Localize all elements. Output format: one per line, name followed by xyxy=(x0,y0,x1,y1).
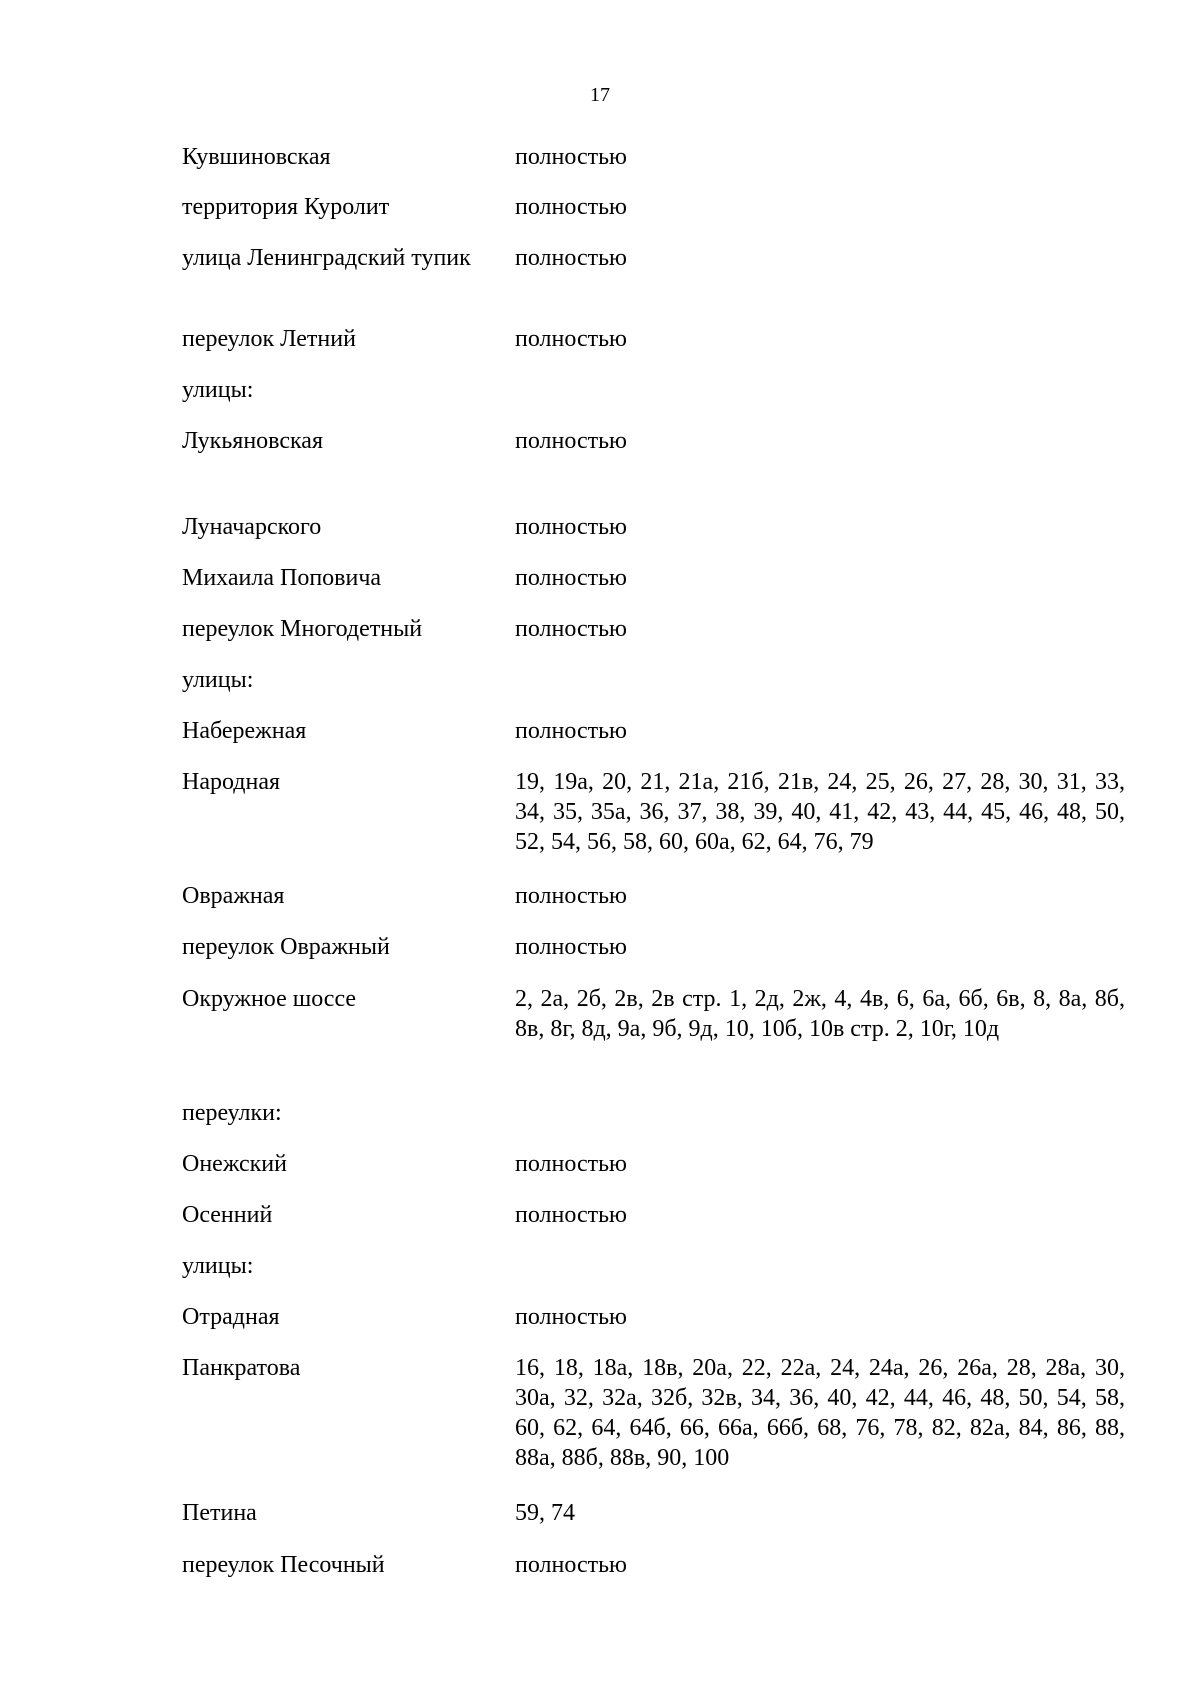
street-name: Овражная xyxy=(182,883,285,909)
street-name: переулок Песочный xyxy=(182,1552,385,1578)
house-numbers: полностью xyxy=(515,883,627,909)
street-name: Осенний xyxy=(182,1202,273,1228)
house-numbers: 2, 2а, 2б, 2в, 2в стр. 1, 2д, 2ж, 4, 4в, 6, 6а, 6б, 6в, 8, 8а, 8б, 8в, 8г, 8д, 9а, 9б, 9д, 10, 10б, 10в стр. 2, 10г, 10д xyxy=(515,986,1125,1042)
street-name: улица Ленинградский тупик xyxy=(182,245,471,271)
section-heading: улицы: xyxy=(182,377,254,403)
street-name: Панкратова xyxy=(182,1355,301,1381)
house-numbers: полностью xyxy=(515,934,627,960)
house-numbers: 19, 19а, 20, 21, 21а, 21б, 21в, 24, 25, 26, 27, 28, 30, 31, 33, 34, 35, 35а, 36, 37, 38, 39, 40, 41, 42, 43, 44, 45, 46, 48, 50, 52, 54, 56, 58, 60, 60а, 62, 64, 76, 79 xyxy=(515,769,1125,855)
house-numbers: полностью xyxy=(515,1552,627,1578)
street-name: Отрадная xyxy=(182,1304,280,1330)
street-name: Михаила Поповича xyxy=(182,565,382,591)
house-numbers: полностью xyxy=(515,616,627,642)
house-numbers: полностью xyxy=(515,428,627,454)
section-heading: улицы: xyxy=(182,667,254,693)
street-name: переулок Многодетный xyxy=(182,616,423,642)
street-name: Набережная xyxy=(182,718,307,744)
house-numbers: полностью xyxy=(515,194,627,220)
house-numbers: полностью xyxy=(515,718,627,744)
street-name: территория Куролит xyxy=(182,194,390,220)
street-name: Петина xyxy=(182,1500,257,1526)
street-name: Онежский xyxy=(182,1151,287,1177)
house-numbers: полностью xyxy=(515,1304,627,1330)
street-name: Народная xyxy=(182,769,281,795)
street-name: переулок Летний xyxy=(182,326,356,352)
house-numbers: полностью xyxy=(515,1202,627,1228)
section-heading: улицы: xyxy=(182,1253,254,1279)
house-numbers: полностью xyxy=(515,1151,627,1177)
house-numbers: 16, 18, 18а, 18в, 20а, 22, 22а, 24, 24а, 26, 26а, 28, 28а, 30, 30а, 32, 32а, 32б, 32в, 34, 36, 40, 42, 44, 46, 48, 50, 54, 58, 60, 62, 64, 64б, 66, 66а, 66б, 68, 76, 78, 82, 82а, 84, 86, 88, 88а, 88б, 88в, 90, 100 xyxy=(515,1355,1125,1471)
street-name: переулок Овражный xyxy=(182,934,390,960)
page-number: 17 xyxy=(590,84,610,106)
street-name: Кувшиновская xyxy=(182,144,331,170)
house-numbers: полностью xyxy=(515,326,627,352)
street-name: Лукьяновская xyxy=(182,428,323,454)
street-name: Окружное шоссе xyxy=(182,986,357,1012)
house-numbers: полностью xyxy=(515,144,627,170)
house-numbers: полностью xyxy=(515,514,627,540)
house-numbers: 59, 74 xyxy=(515,1500,575,1526)
house-numbers: полностью xyxy=(515,245,627,271)
street-name: Луначарского xyxy=(182,514,322,540)
section-heading: переулки: xyxy=(182,1100,282,1126)
house-numbers: полностью xyxy=(515,565,627,591)
